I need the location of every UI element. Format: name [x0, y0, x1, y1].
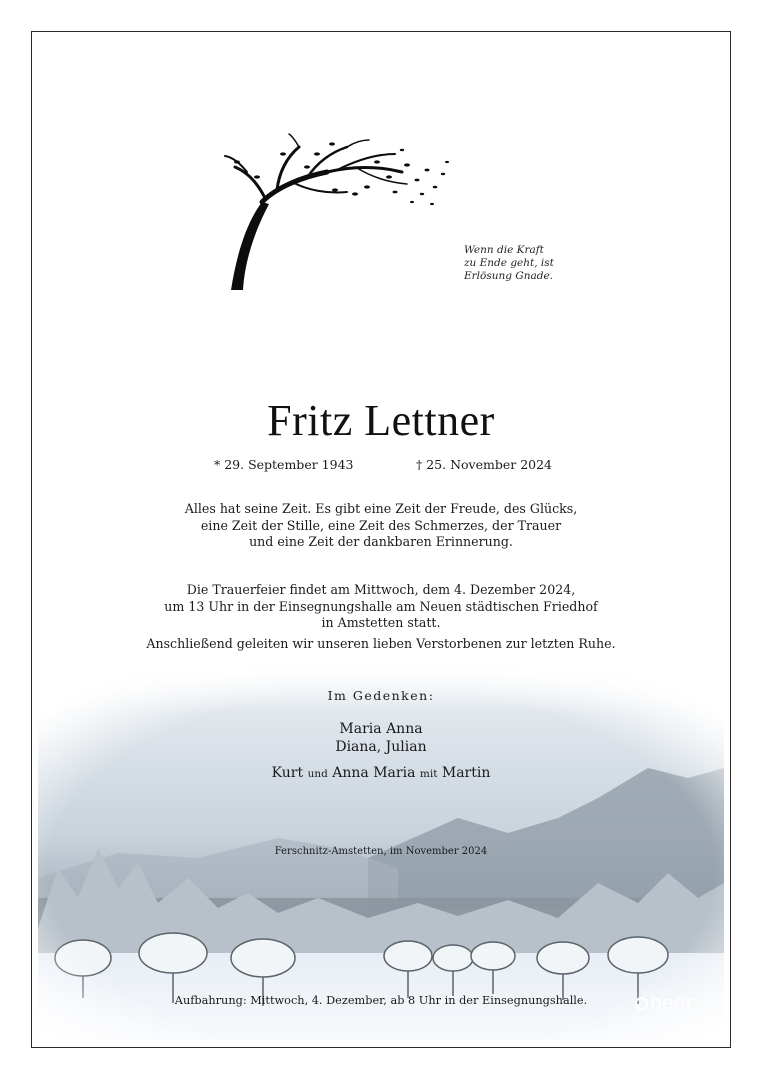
conjunction: und — [307, 768, 328, 780]
mourner-line: Maria Anna — [339, 721, 423, 737]
logo-text: beer — [650, 992, 694, 1014]
death-date: † 25. November 2024 — [416, 457, 553, 472]
tree-icon — [217, 132, 452, 292]
mourner-name: Martin — [441, 765, 491, 781]
ceremony-line: um 13 Uhr in der Einsegnungshalle am Neuen städtischen Friedhof — [164, 598, 598, 614]
motto-line: Wenn die Kraft — [464, 244, 544, 256]
mourner-name: Anna Maria — [332, 765, 416, 781]
ceremony-line: Die Trauerfeier findet am Mittwoch, dem 4. Dezember 2024, — [186, 582, 576, 597]
viewing-notice: Aufbahrung: Mittwoch, 4. Dezember, ab 8 Uhr in der Einsegnungshalle. — [174, 994, 588, 1007]
motto-line: zu Ende geht, ist — [464, 257, 554, 269]
verse-text — [32, 501, 730, 551]
birth-date: * 29. September 1943 — [214, 457, 354, 472]
mourner-line: Diana, Julian — [335, 739, 427, 755]
beer-logo-icon — [635, 997, 648, 1010]
brand-logo — [635, 992, 693, 1014]
motto-line: Erlösung Gnade. — [464, 270, 554, 282]
verse-line: eine Zeit der Stille, eine Zeit des Schmerzes, der Trauer — [200, 517, 562, 533]
burial-line: Anschließend geleiten wir unseren lieben Verstorbenen zur letzten Ruhe. — [146, 636, 616, 651]
obituary-card — [31, 31, 731, 1048]
mourner-name: Kurt — [271, 765, 304, 781]
conjunction: mit — [419, 768, 438, 780]
place-date: Ferschnitz-Amstetten, im November 2024 — [274, 846, 488, 857]
burial-text — [32, 636, 730, 653]
ceremony-text — [32, 582, 730, 632]
verse-line: und eine Zeit der dankbaren Erinnerung. — [249, 534, 513, 549]
motto-quote — [464, 244, 554, 283]
verse-line: Alles hat seine Zeit. Es gibt eine Zeit der Freude, des Glücks, — [184, 501, 578, 516]
ceremony-line: in Amstetten statt. — [321, 615, 441, 630]
mourners-title: Im Gedenken: — [327, 688, 435, 703]
deceased-name: Fritz Lettner — [267, 396, 495, 445]
mourner-line — [32, 765, 730, 781]
